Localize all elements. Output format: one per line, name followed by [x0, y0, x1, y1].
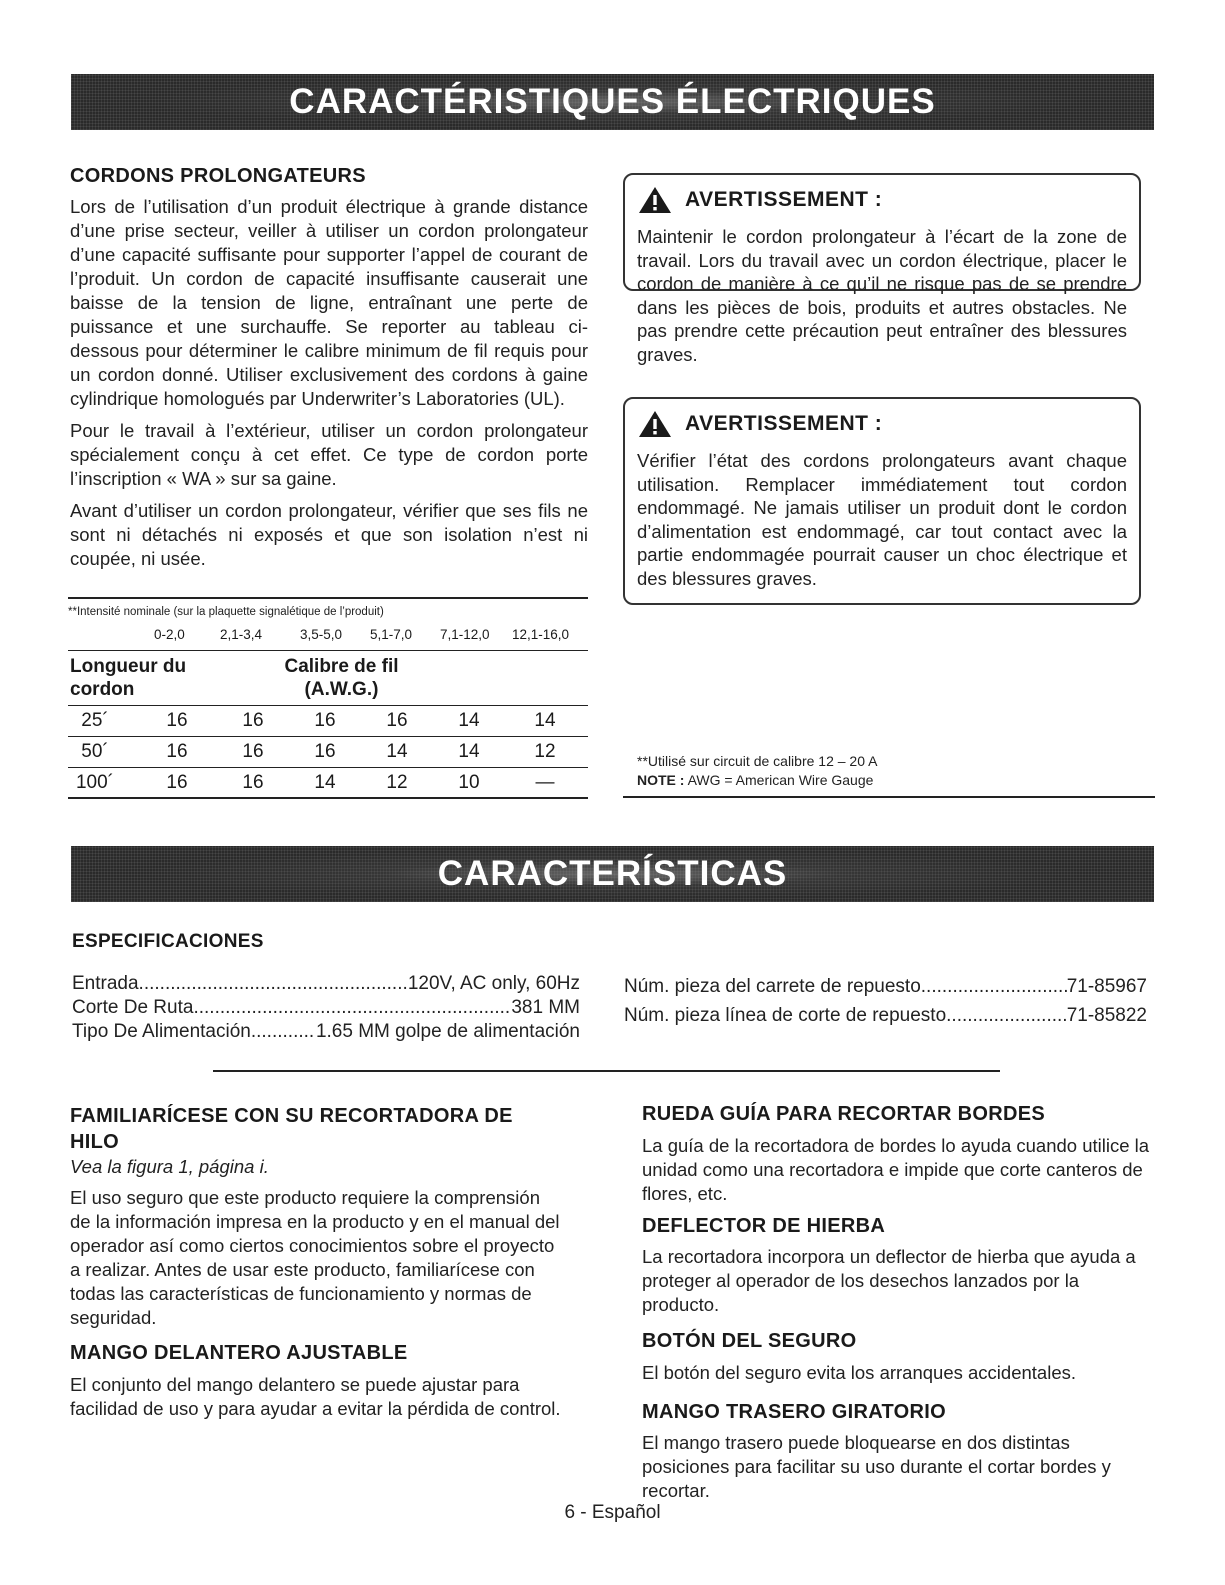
- spec-label: Entrada: [72, 973, 139, 994]
- section-banner-electrical: [71, 74, 1154, 130]
- table-rule: [68, 705, 588, 706]
- awg-note-text: AWG = American Wire Gauge: [687, 772, 874, 788]
- spec-leader-dots: [921, 976, 1067, 998]
- table-cell: 16: [242, 772, 264, 793]
- table-col-length-line2: cordon: [70, 679, 135, 700]
- heading-mango-trasero: MANGO TRASERO GIRATORIO: [642, 1401, 946, 1423]
- table-cell: 14: [534, 710, 556, 731]
- table-bottom-rule: [68, 797, 588, 799]
- warning-text: Vérifier l’état des cordons prolongateurs avant chaque utilisation. Remplacer immédiatement tout cordon endommagé. Ne jamais utiliser un produit dont le cordon d’alimentation est endommagé, car tout contact avec la partie endommagée pourrait causer un choc électrique et des blessures graves.: [637, 450, 1127, 589]
- heading-boton: BOTÓN DEL SEGURO: [642, 1330, 857, 1352]
- awg-note: [637, 772, 873, 788]
- spec-label: Corte De Ruta: [72, 997, 194, 1018]
- banner-title: CARACTERÍSTICAS: [437, 854, 788, 893]
- spec-value: 381 MM: [511, 997, 580, 1018]
- circuit-note: **Utilisé sur circuit de calibre 12 – 20 A: [637, 753, 878, 769]
- spec-row: [624, 1005, 1147, 1027]
- table-cell: 16: [386, 710, 408, 731]
- spec-leader-dots: [193, 997, 511, 1019]
- table-cell: 16: [314, 741, 336, 762]
- spec-leader-dots: [139, 973, 408, 995]
- spec-row: [72, 1021, 580, 1043]
- table-rule: [68, 736, 588, 737]
- range-cell: 5,1-7,0: [370, 627, 413, 642]
- table-top-rule: [68, 597, 588, 599]
- table-cell-length: 100´: [75, 772, 115, 793]
- heading-familiar-line2: HILO: [70, 1131, 119, 1153]
- table-cell: 14: [458, 741, 480, 762]
- cordons-text: [70, 195, 588, 579]
- warning-triangle-icon: [637, 185, 673, 215]
- table-cell: 16: [166, 710, 188, 731]
- spec-row: [72, 997, 580, 1019]
- table-cell: 14: [386, 741, 408, 762]
- table-rule: [68, 650, 588, 651]
- warning-title: AVERTISSEMENT :: [685, 188, 883, 211]
- spec-row: [72, 973, 580, 995]
- table-cell: —: [535, 772, 555, 793]
- heading-familiar: [70, 1103, 513, 1155]
- table-amperage-ranges: [154, 627, 592, 642]
- warning-title: AVERTISSEMENT :: [685, 412, 883, 435]
- range-cell: 2,1-3,4: [220, 627, 263, 642]
- warning-box-2: [623, 397, 1141, 605]
- spec-value: 71-85967: [1066, 976, 1147, 997]
- heading-cordons: CORDONS PROLONGATEURS: [70, 165, 366, 187]
- table-cell-length: 50´: [81, 741, 109, 762]
- table-rule: [68, 767, 588, 768]
- boton-text: El botón del seguro evita los arranques accidentales.: [642, 1362, 1076, 1383]
- note-rule: [623, 796, 1155, 798]
- warning-header: [637, 399, 1127, 449]
- table-cell: 16: [314, 710, 336, 731]
- familiar-text: El uso seguro que este producto requiere la comprensión de la información impresa en la producto y en el manual del operador así como ciertos conocimientos sobre el proyecto a realizar. Antes de usar este producto, familiarícese con todas las características de funcionamiento y normas de seguridad.: [70, 1187, 560, 1328]
- table-amperage-note: **Intensité nominale (sur la plaquette signalétique de l’produit): [68, 606, 384, 618]
- page-footer: 6 - Español: [564, 1502, 661, 1523]
- spec-label: Tipo De Alimentación: [72, 1021, 251, 1042]
- table-cell: 14: [314, 772, 336, 793]
- cordons-paragraph-3: Avant d’utiliser un cordon prolongateur, vérifier que ses fils ne sont ni détachés ni exposés et que son isolation n’est ni coupée, ni usée.: [70, 500, 588, 569]
- table-cell-length: 25´: [81, 710, 109, 731]
- section-divider: [213, 1070, 1000, 1072]
- deflector-text: La recortadora incorpora un deflector de hierba que ayuda a proteger al operador de los desechos lanzados por la producto.: [642, 1246, 1136, 1315]
- table-col-length-line1: Longueur du: [70, 656, 187, 677]
- table-cell: 12: [386, 772, 408, 793]
- awg-note-label: NOTE :: [637, 772, 685, 788]
- spec-value: 71-85822: [1066, 1005, 1147, 1026]
- table-col-gauge-line2: (A.W.G.): [304, 679, 379, 700]
- heading-rueda: RUEDA GUÍA PARA RECORTAR BORDES: [642, 1103, 1046, 1125]
- heading-mango-delantero: MANGO DELANTERO AJUSTABLE: [70, 1342, 408, 1364]
- table-cell: 16: [166, 741, 188, 762]
- warning-header: [637, 175, 1127, 225]
- cordons-paragraph-1: Lors de l’utilisation d’un produit électrique à grande distance d’une prise secteur, veiller à utiliser un cordon prolongateur d’une capacité suffisante pour supporter l’appel de courant de l’produit. Un cordon de capacité insuffisante causerait une baisse de la tension de ligne, entraînant une perte de puissance et une surchauffe. Se reporter au tableau ci-dessous pour déterminer le calibre minimum de fil requis pour un cordon donné. Utiliser exclusivement des cordons à gaine cylindrique homologués par Underwriter’s Laboratories (UL).: [70, 196, 588, 409]
- heading-specs: ESPECIFICACIONES: [72, 931, 264, 952]
- range-cell: 12,1-16,0: [512, 627, 570, 642]
- cordons-paragraph-2: Pour le travail à l’extérieur, utiliser un cordon prolongateur spécialement conçu à cet effet. Ce type de cordon porte l’inscription « WA » sur sa gaine.: [70, 420, 588, 489]
- table-row: [68, 708, 588, 738]
- spec-value: 120V, AC only, 60Hz: [407, 973, 580, 994]
- spec-label: Núm. pieza del carrete de repuesto: [624, 976, 921, 997]
- heading-familiar-line1: FAMILIARÍCESE CON SU RECORTADORA DE: [70, 1105, 513, 1127]
- table-cell: 16: [242, 741, 264, 762]
- table-row: [68, 739, 588, 769]
- spec-leader-dots: [251, 1021, 316, 1043]
- table-cell: 12: [534, 741, 556, 762]
- warning-triangle-icon: [637, 409, 673, 439]
- table-row: [68, 770, 588, 800]
- table-col-gauge: [284, 655, 399, 701]
- rueda-text: La guía de la recortadora de bordes lo ayuda cuando utilice la unidad como una recortadora e impide que corte canteros de flores, etc.: [642, 1135, 1150, 1204]
- warning-text: Maintenir le cordon prolongateur à l’écart de la zone de travail. Lors du travail avec un cordon électrique, placer le cordon de manière à ce qu’il ne risque pas de se prendre dans les pièces de bois, produits et autres obstacles. Ne pas prendre cette précaution peut entraîner des blessures graves.: [637, 226, 1127, 365]
- table-cell: 14: [458, 710, 480, 731]
- banner-title: CARACTÉRISTIQUES ÉLECTRIQUES: [289, 82, 936, 121]
- spec-label: Núm. pieza línea de corte de repuesto: [624, 1005, 947, 1026]
- table-cell: 10: [458, 772, 480, 793]
- warning-box-1: [623, 173, 1141, 365]
- table-col-gauge-line1: Calibre de fil: [284, 656, 399, 677]
- range-cell: 0-2,0: [154, 627, 185, 642]
- section-banner-features: [71, 846, 1154, 902]
- range-cell: 7,1-12,0: [440, 627, 490, 642]
- table-cell: 16: [242, 710, 264, 731]
- table-cell: 16: [166, 772, 188, 793]
- figure-reference: Vea la figura 1, página i.: [70, 1156, 269, 1177]
- mango-trasero-text: El mango trasero puede bloquearse en dos distintas posiciones para facilitar su uso durante el cortar bordes y recortar.: [642, 1432, 1111, 1501]
- spec-leader-dots: [946, 1005, 1067, 1027]
- heading-deflector: DEFLECTOR DE HIERBA: [642, 1215, 886, 1237]
- mango-delantero-text: El conjunto del mango delantero se puede ajustar para facilidad de uso y para ayudar a evitar la pérdida de control.: [70, 1374, 561, 1419]
- range-cell: 3,5-5,0: [300, 627, 343, 642]
- table-col-length: [70, 655, 186, 701]
- spec-value: 1.65 MM golpe de alimentación: [315, 1021, 580, 1042]
- spec-row: [624, 976, 1147, 998]
